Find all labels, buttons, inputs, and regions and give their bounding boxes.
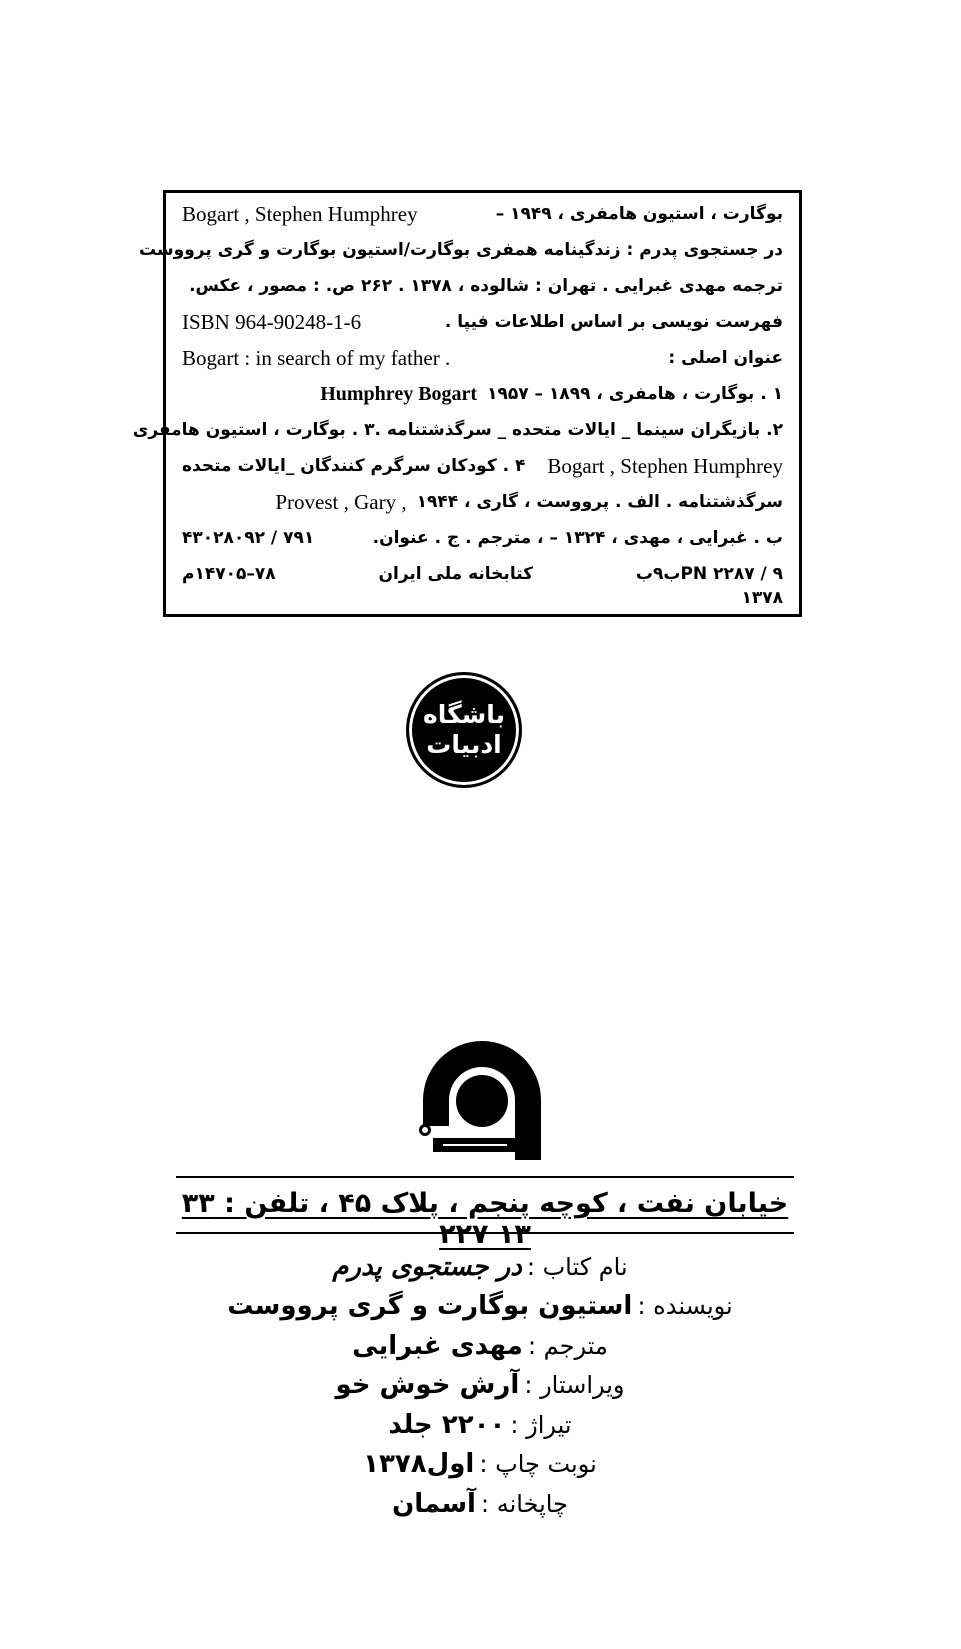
cip-year: ۱۳۷۸ bbox=[741, 588, 783, 608]
address-rule-bottom bbox=[176, 1232, 794, 1234]
credit-translator-value: مهدی غبرایی bbox=[352, 1331, 523, 1361]
cip-isbn: ISBN 964-90248-1-6 bbox=[182, 309, 362, 334]
credit-translator bbox=[160, 1331, 800, 1361]
credit-editor-value: آرش خوش خو bbox=[335, 1370, 520, 1400]
cip-row-isbn bbox=[182, 305, 783, 339]
credit-translator-label: مترجم : bbox=[527, 1332, 608, 1360]
cip-coauthor-fa: سرگذشتنامه . الف . پرووست ، گاری ، ۱۹۴۴ bbox=[416, 492, 783, 512]
cip-library-number: ۷۸–۱۴۷۰۵م bbox=[182, 564, 276, 584]
cip-translator-fa: ب . غبرایی ، مهدی ، ۱۳۲۴ – ، مترجم . ج . عنوان. bbox=[372, 528, 783, 548]
credit-book-label: نام کتاب : bbox=[526, 1253, 628, 1281]
cip-row-title bbox=[138, 233, 783, 267]
cip-row-subject2 bbox=[132, 413, 783, 447]
cip-pn-code: PN ۲۲۸۷ / ۹ب۹ب bbox=[635, 564, 783, 584]
credit-printer-label: چاپخانه : bbox=[481, 1490, 568, 1518]
cip-author-en: Bogart , Stephen Humphrey bbox=[182, 201, 418, 226]
cip-author-fa: بوگارت ، استیون هامفری ، ۱۹۴۹ – bbox=[495, 204, 783, 224]
cip-fipa-note: فهرست نویسی بر اساس اطلاعات فیپا . bbox=[444, 312, 783, 332]
credit-editor-label: ویراستار : bbox=[524, 1371, 625, 1399]
cip-row-subject3 bbox=[182, 449, 783, 483]
cip-row-coauthor bbox=[182, 485, 783, 519]
cip-subject1-fa: ۱ . بوگارت ، هامفری ، ۱۸۹۹ – ۱۹۵۷ bbox=[487, 384, 783, 404]
cip-row-subject1 bbox=[182, 377, 783, 411]
cip-subject1-en: Humphrey Bogart bbox=[320, 382, 478, 405]
cip-original-title-en: Bogart : in search of my father . bbox=[182, 345, 451, 370]
cip-row-original-title bbox=[182, 341, 783, 375]
address-rule-top bbox=[176, 1176, 794, 1178]
cip-row-publication bbox=[182, 269, 783, 303]
cip-subject3-en: Bogart , Stephen Humphrey bbox=[547, 453, 783, 478]
cip-subject3-fa: ۴ . کودکان سرگرم کنندگان _ایالات متحده bbox=[182, 456, 526, 476]
credit-author bbox=[160, 1291, 800, 1321]
credit-printer-value: آسمان bbox=[392, 1489, 476, 1519]
cip-row-translator bbox=[182, 521, 783, 555]
credit-print-run-value: ۲۲۰۰ جلد bbox=[388, 1410, 506, 1440]
publisher-logo-icon bbox=[415, 1038, 549, 1160]
club-logo-line1: باشگاه bbox=[422, 700, 506, 729]
club-logo bbox=[406, 672, 522, 788]
cip-box bbox=[132, 190, 802, 617]
club-logo-line2: ادبیات bbox=[426, 730, 502, 759]
cip-class-code: ۷۹۱ / ۴۳۰۲۸۰۹۲ bbox=[182, 528, 315, 548]
credit-edition bbox=[160, 1449, 800, 1479]
credit-author-label: نویسنده : bbox=[637, 1292, 733, 1320]
cip-original-title-label: عنوان اصلی : bbox=[668, 348, 783, 368]
credit-print-run bbox=[160, 1410, 800, 1440]
publisher-address: خیابان نفت ، کوچه پنجم ، پلاک ۴۵ ، تلفن : ۳۳ ۱۳ ۲۲۷ bbox=[181, 1188, 789, 1250]
credit-edition-label: نوبت چاپ : bbox=[479, 1450, 597, 1478]
cip-subject2-fa: ۲. بازیگران سینما _ ایالات متحده _ سرگذشتنامه .۳ . بوگارت ، استیون هامفری bbox=[132, 420, 783, 440]
credit-edition-value: اول۱۳۷۸ bbox=[363, 1449, 475, 1479]
cip-title-fa: در جستجوی پدرم : زندگینامه همفری بوگارت/استیون بوگارت و گری پرووست bbox=[138, 240, 783, 260]
credit-editor bbox=[160, 1370, 800, 1400]
cip-row-year bbox=[182, 585, 783, 611]
credit-author-value: استیون بوگارت و گری پرووست bbox=[227, 1291, 633, 1321]
credit-book-value: در جستجوی پدرم bbox=[332, 1252, 522, 1282]
cip-coauthor-en: Provest , Gary , bbox=[275, 489, 407, 514]
cip-row-author bbox=[182, 197, 783, 231]
credit-printer bbox=[160, 1489, 800, 1519]
cip-publication-fa: ترجمه مهدی غبرایی . تهران : شالوده ، ۱۳۷۸ . ۲۶۲ ص. : مصور ، عکس. bbox=[189, 276, 783, 296]
credit-print-run-label: تیراژ : bbox=[510, 1411, 572, 1439]
cip-library-name: کتابخانه ملی ایران bbox=[378, 564, 534, 584]
credit-book-title bbox=[160, 1252, 800, 1282]
